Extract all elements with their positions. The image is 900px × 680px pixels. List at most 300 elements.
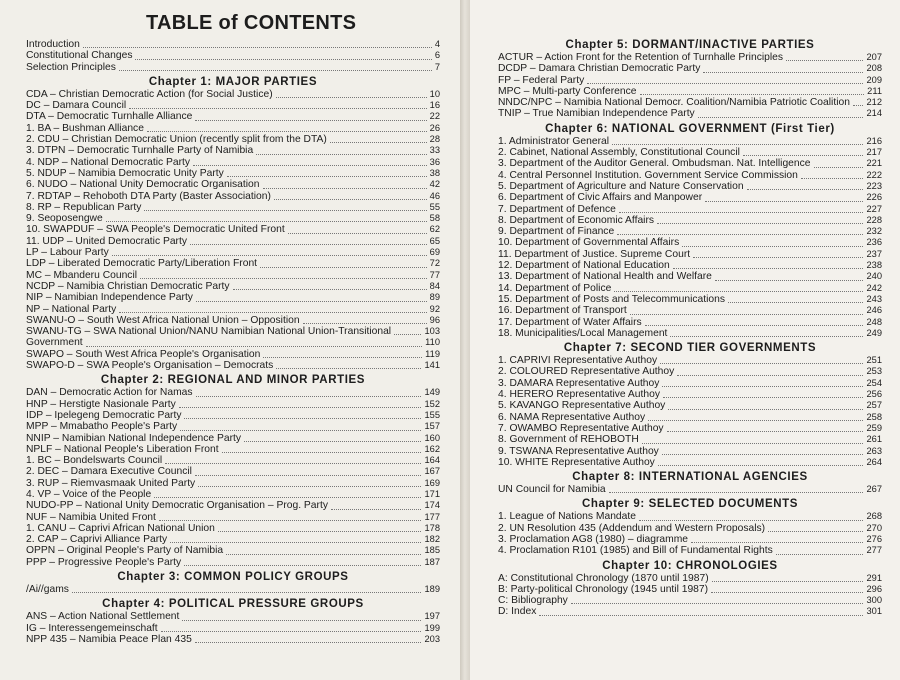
dot-leader — [227, 176, 427, 177]
toc-entry — [26, 545, 440, 556]
toc-entry-label: 2. CAP – Caprivi Alliance Party — [26, 534, 168, 546]
toc-entry — [498, 573, 882, 584]
toc-entry-page: 199 — [424, 622, 440, 633]
toc-entry-label: CDA – Christian Democratic Action (for Social Justice) — [26, 88, 273, 100]
toc-entry-page: 237 — [866, 248, 882, 259]
toc-entry — [498, 366, 882, 377]
toc-entry — [498, 170, 882, 181]
toc-entry-page: 171 — [424, 488, 440, 499]
chapter3-entries — [26, 584, 440, 595]
toc-entry-label: 4. NDP – National Democratic Party — [26, 156, 191, 168]
toc-entry-page: 72 — [429, 258, 440, 269]
dot-leader — [179, 407, 422, 408]
toc-entry-label: DC – Damara Council — [26, 100, 127, 112]
toc-entry-page: 4 — [434, 39, 440, 49]
dot-leader — [630, 314, 864, 315]
toc-entry-label: 7. Department of Defence — [498, 203, 616, 215]
toc-entry-label: 8. Government of REHOBOTH — [498, 434, 639, 446]
toc-entry-label: LP – Labour Party — [26, 247, 109, 259]
toc-entry-page: 58 — [429, 213, 440, 224]
toc-entry-page: 268 — [866, 511, 882, 522]
toc-entry-page: 217 — [866, 147, 882, 158]
toc-entry-label: 9. TSWANA Representative Authoy — [498, 445, 659, 457]
toc-entry — [498, 484, 882, 495]
dot-leader — [617, 234, 863, 235]
toc-entry-label: 4. Proclamation R101 (1985) and Bill of Fundamental Rights — [498, 545, 773, 557]
toc-entry-label: 10. WHITE Representative Authoy — [498, 456, 655, 468]
toc-entry-page: 222 — [866, 169, 882, 180]
toc-entry — [498, 204, 882, 215]
toc-entry — [26, 145, 440, 156]
toc-entry — [498, 305, 882, 316]
dot-leader — [112, 255, 427, 256]
toc-entry — [26, 421, 440, 432]
toc-entry-label: 5. KAVANGO Representative Authoy — [498, 400, 666, 412]
dot-leader — [657, 223, 863, 224]
toc-entry — [26, 100, 440, 111]
toc-entry — [26, 433, 440, 444]
toc-entry-label: 7. OWAMBO Representative Authoy — [498, 422, 664, 434]
toc-entry-label: 1. CANU – Caprivi African National Union — [26, 522, 215, 534]
dot-leader — [193, 165, 427, 166]
toc-entry — [26, 399, 440, 410]
chapter2-heading: Chapter 2: REGIONAL AND MINOR PARTIES — [100, 374, 366, 387]
toc-entry-label: 11. Department of Justice. Supreme Court — [498, 248, 691, 260]
dot-leader — [184, 565, 421, 566]
chapter7-heading: Chapter 7: SECOND TIER GOVERNMENTS — [563, 342, 817, 355]
toc-entry — [498, 595, 882, 606]
dot-leader — [83, 47, 432, 48]
toc-entry-label: NNIP – Namibian National Independence Party — [26, 432, 242, 444]
dot-leader — [691, 542, 863, 543]
dot-leader — [218, 531, 422, 532]
dot-leader — [135, 59, 431, 60]
chapter5-entries — [498, 52, 882, 120]
toc-entry-page: 263 — [866, 445, 882, 456]
toc-entry-label: NP – National Party — [26, 303, 117, 315]
toc-entry-page: 216 — [866, 135, 882, 146]
toc-entry-page: 258 — [866, 411, 882, 422]
dot-leader — [703, 72, 863, 73]
dot-leader — [303, 323, 427, 324]
toc-entry-page: 36 — [429, 156, 440, 167]
toc-entry-page: 232 — [866, 226, 882, 237]
toc-entry — [26, 111, 440, 122]
toc-entry — [26, 191, 440, 202]
toc-entry-label: IDP – Ipelegeng Democratic Party — [26, 409, 182, 421]
toc-entry-label: 8. RP – Republican Party — [26, 201, 142, 213]
toc-entry-label: 10. SWAPDUF – SWA People's Democratic United Front — [26, 224, 285, 236]
toc-entry — [26, 337, 440, 348]
toc-entry-label: OPPN – Original People's Party of Namibia — [26, 545, 224, 557]
toc-entry — [26, 50, 440, 61]
dot-leader — [658, 465, 864, 466]
toc-entry — [26, 444, 440, 455]
toc-entry — [26, 557, 440, 568]
toc-entry-page: 259 — [866, 422, 882, 433]
toc-entry-label: NCDP – Namibia Christian Democratic Party — [26, 280, 230, 292]
chapter7-entries — [498, 355, 882, 468]
toc-entry — [498, 457, 882, 468]
dot-leader — [119, 312, 426, 313]
dot-leader — [660, 363, 863, 364]
toc-entry-page: 264 — [866, 456, 882, 467]
toc-entry-page: 174 — [424, 500, 440, 511]
toc-entry — [498, 63, 882, 74]
dot-leader — [712, 581, 864, 582]
dot-leader — [288, 233, 427, 234]
toc-entry — [498, 249, 882, 260]
dot-leader — [72, 592, 422, 593]
toc-entry-page: 169 — [424, 477, 440, 488]
toc-entry-page: 26 — [429, 122, 440, 133]
toc-entry-page: 242 — [866, 282, 882, 293]
toc-entry-label: ANS – Action National Settlement — [26, 611, 180, 623]
dot-leader — [195, 120, 426, 121]
toc-entry — [498, 412, 882, 423]
toc-entry-page: 291 — [866, 572, 882, 583]
toc-entry — [498, 423, 882, 434]
toc-entry-page: 257 — [866, 400, 882, 411]
toc-entry-page: 251 — [866, 355, 882, 366]
toc-entry — [498, 158, 882, 169]
dot-leader — [698, 117, 864, 118]
toc-entry — [26, 236, 440, 247]
toc-entry-page: 10 — [429, 88, 440, 99]
dot-leader — [256, 154, 426, 155]
toc-entry-page: 197 — [424, 611, 440, 622]
dot-leader — [119, 70, 432, 71]
toc-entry-page: 152 — [424, 398, 440, 409]
toc-entry-page: 203 — [424, 633, 440, 644]
toc-entry-label: 1. Administrator General — [498, 135, 610, 147]
toc-entry-page: 249 — [866, 327, 882, 338]
dot-leader — [276, 368, 421, 369]
toc-entry-page: 155 — [424, 409, 440, 420]
right-page-content — [498, 36, 882, 618]
toc-entry-page: 149 — [424, 387, 440, 398]
toc-entry-page: 96 — [429, 314, 440, 325]
toc-entry-page: 236 — [866, 237, 882, 248]
toc-entry-page: 42 — [429, 179, 440, 190]
chapter9-entries — [498, 511, 882, 556]
toc-entry — [26, 634, 440, 645]
toc-entry-label: Selection Principles — [26, 61, 116, 73]
toc-entry-page: 261 — [866, 434, 882, 445]
toc-entry — [26, 123, 440, 134]
toc-entry — [26, 466, 440, 477]
toc-entry — [498, 75, 882, 86]
toc-entry — [26, 387, 440, 398]
toc-entry — [498, 52, 882, 63]
toc-entry — [26, 360, 440, 371]
dot-leader — [639, 520, 864, 521]
toc-entry-page: 141 — [424, 360, 440, 371]
chapter4-entries — [26, 611, 440, 645]
toc-entry-label: SWANU-TG – SWA National Union/NANU Namibian National Union-Transitional — [26, 326, 392, 338]
dot-leader — [662, 386, 863, 387]
toc-entry-label: 2. DEC – Damara Executive Council — [26, 466, 192, 478]
toc-entry — [498, 108, 882, 119]
toc-entry — [26, 39, 440, 50]
toc-entry-label: 14. Department of Police — [498, 282, 612, 294]
dot-leader — [587, 83, 863, 84]
toc-entry-page: 46 — [429, 190, 440, 201]
toc-entry-label: MPC – Multi-party Conference — [498, 85, 637, 97]
toc-entry-label: 16. Department of Transport — [498, 305, 627, 317]
toc-entry-label: 7. RDTAP – Rehoboth DTA Party (Baster Association) — [26, 190, 271, 202]
toc-entry-page: 227 — [866, 203, 882, 214]
toc-entry-page: 253 — [866, 366, 882, 377]
toc-entry-label: UN Council for Namibia — [498, 484, 606, 496]
dot-leader — [161, 631, 422, 632]
toc-entry-label: NNDC/NPC – Namibia National Democr. Coalition/Namibia Patriotic Coalition — [498, 97, 850, 109]
toc-entry — [26, 247, 440, 258]
toc-entry — [498, 294, 882, 305]
dot-leader — [614, 291, 863, 292]
toc-entry — [498, 545, 882, 556]
toc-entry-label: Government — [26, 337, 83, 349]
dot-leader — [106, 221, 427, 222]
toc-entry — [498, 534, 882, 545]
toc-entry-label: 4. VP – Voice of the People — [26, 488, 152, 500]
toc-entry — [26, 62, 440, 73]
toc-entry-label: 15. Department of Posts and Telecommunications — [498, 293, 726, 305]
dot-leader — [673, 268, 864, 269]
toc-entry — [498, 181, 882, 192]
dot-leader — [233, 289, 427, 290]
toc-title: TABLE of CONTENTS — [146, 12, 357, 34]
dot-leader — [743, 155, 864, 156]
dot-leader — [394, 334, 421, 335]
toc-entry-page: 189 — [424, 584, 440, 595]
toc-entry — [26, 489, 440, 500]
toc-entry-page: 214 — [866, 108, 882, 119]
toc-entry — [26, 292, 440, 303]
toc-entry-label: /Ai//gams — [26, 584, 69, 596]
toc-entry-page: 167 — [424, 466, 440, 477]
dot-leader — [670, 336, 863, 337]
toc-entry-page: 270 — [866, 522, 882, 533]
chapter8-entries — [498, 484, 882, 495]
toc-entry — [26, 258, 440, 269]
toc-entry-page: 221 — [866, 158, 882, 169]
chapter1-heading: Chapter 1: MAJOR PARTIES — [148, 75, 318, 88]
toc-entry — [498, 523, 882, 534]
toc-entry — [26, 157, 440, 168]
toc-entry — [26, 304, 440, 315]
toc-entry — [498, 237, 882, 248]
dot-leader — [129, 108, 427, 109]
toc-entry-page: 6 — [434, 50, 440, 61]
toc-entry-label: 13. Department of National Health and Welfare — [498, 271, 712, 283]
dot-leader — [86, 346, 423, 347]
toc-entry — [26, 270, 440, 281]
toc-entry-label: C: Bibliography — [498, 595, 568, 607]
toc-entry-label: 4. HERERO Representative Authoy — [498, 389, 660, 401]
dot-leader — [642, 443, 864, 444]
toc-entry — [498, 260, 882, 271]
toc-entry-label: NUDO-PP – National Unity Democratic Organisation – Prog. Party — [26, 500, 328, 512]
toc-entry-label: 1. CAPRIVI Representative Authoy — [498, 355, 658, 367]
toc-entry — [26, 410, 440, 421]
toc-entry-label: HNP – Herstigte Nasionale Party — [26, 398, 176, 410]
toc-entry — [498, 511, 882, 522]
toc-entry-label: DTA – Democratic Turnhalle Alliance — [26, 111, 193, 123]
dot-leader — [853, 105, 864, 106]
toc-entry-label: Introduction — [26, 39, 80, 50]
toc-entry — [498, 378, 882, 389]
toc-entry — [498, 446, 882, 457]
chapter3-heading: Chapter 3: COMMON POLICY GROUPS — [117, 571, 349, 584]
dot-leader — [571, 603, 864, 604]
toc-entry — [26, 455, 440, 466]
toc-entry — [26, 202, 440, 213]
toc-entry-page: 226 — [866, 192, 882, 203]
dot-leader — [662, 454, 864, 455]
toc-entry-label: 12. Department of National Education — [498, 260, 670, 272]
toc-entry-label: A: Constitutional Chronology (1870 until 1987) — [498, 572, 709, 584]
toc-entry — [26, 500, 440, 511]
toc-entry-label: MPP – Mmabatho People's Party — [26, 421, 178, 433]
toc-entry-label: 3. Department of the Auditor General. Ombudsman. Nat. Intelligence — [498, 158, 811, 170]
dot-leader — [682, 246, 863, 247]
toc-entry-page: 110 — [425, 337, 440, 348]
toc-entry-label: 1. BA – Bushman Alliance — [26, 122, 144, 134]
dot-leader — [677, 375, 863, 376]
toc-entry-page: 157 — [424, 421, 440, 432]
toc-entry-label: 3. DAMARA Representative Authoy — [498, 377, 660, 389]
toc-entry — [498, 355, 882, 366]
toc-entry-page: 178 — [424, 522, 440, 533]
toc-entry-page: 187 — [424, 556, 440, 567]
dot-leader — [170, 542, 421, 543]
dot-leader — [184, 418, 421, 419]
toc-entry — [26, 523, 440, 534]
toc-entry-label: 18. Municipalities/Local Management — [498, 327, 668, 339]
dot-leader — [195, 475, 422, 476]
dot-leader — [648, 420, 863, 421]
toc-entry-label: 17. Department of Water Affairs — [498, 316, 642, 328]
toc-entry-label: 6. Department of Civic Affairs and Manpower — [498, 192, 703, 204]
toc-entry-page: 92 — [429, 303, 440, 314]
toc-entry — [26, 281, 440, 292]
toc-entry-label: 3. DTPN – Democratic Turnhalle Party of Namibia — [26, 145, 254, 157]
toc-entry — [498, 328, 882, 339]
dot-leader — [663, 397, 864, 398]
dot-leader — [330, 142, 427, 143]
dot-leader — [222, 452, 422, 453]
chapter1-entries — [26, 89, 440, 371]
toc-entry — [26, 168, 440, 179]
toc-entry-label: B: Party-political Chronology (1945 until 1987) — [498, 583, 709, 595]
dot-leader — [196, 396, 422, 397]
dot-leader — [154, 497, 421, 498]
toc-entry-label: DAN – Democratic Action for Namas — [26, 387, 193, 399]
toc-entry — [498, 226, 882, 237]
dot-leader — [182, 620, 421, 621]
dot-leader — [274, 199, 427, 200]
toc-entry-page: 211 — [867, 85, 882, 96]
toc-entry-page: 277 — [866, 545, 882, 556]
toc-entry-label: 9. Seoposengwe — [26, 213, 103, 225]
dot-leader — [195, 642, 422, 643]
toc-entry-page: 223 — [866, 180, 882, 191]
toc-entry-label: FP – Federal Party — [498, 74, 585, 86]
left-page-content — [26, 8, 440, 645]
toc-entry-label: D: Index — [498, 606, 537, 618]
toc-entry-label: 2. Cabinet, National Assembly, Constitutional Council — [498, 147, 740, 159]
dot-leader — [263, 188, 427, 189]
toc-entry-label: SWAPO-D – SWA People's Organisation – Democrats — [26, 360, 274, 372]
dot-leader — [747, 189, 864, 190]
toc-entry — [498, 192, 882, 203]
dot-leader — [619, 212, 864, 213]
toc-entry-page: 160 — [424, 432, 440, 443]
toc-entry — [498, 400, 882, 411]
toc-entry — [26, 534, 440, 545]
toc-entry — [26, 478, 440, 489]
toc-entry-page: 240 — [866, 271, 882, 282]
dot-leader — [768, 531, 863, 532]
toc-entry-label: IG – Interessengemeinschaft — [26, 622, 158, 634]
toc-entry-page: 243 — [866, 293, 882, 304]
dot-leader — [244, 441, 421, 442]
toc-entry-label: PPP – Progressive People's Party — [26, 556, 182, 568]
chapter6-heading: Chapter 6: NATIONAL GOVERNMENT (First Tier) — [545, 122, 835, 135]
chapter10-entries — [498, 573, 882, 618]
dot-leader — [263, 357, 422, 358]
toc-entry-label: 5. Department of Agriculture and Nature Conservation — [498, 180, 744, 192]
dot-leader — [609, 492, 864, 493]
dot-leader — [539, 615, 863, 616]
toc-entry-label: NPP 435 – Namibia Peace Plan 435 — [26, 633, 192, 645]
dot-leader — [786, 60, 863, 61]
dot-leader — [705, 201, 863, 202]
toc-entry — [498, 215, 882, 226]
toc-entry — [26, 326, 440, 337]
toc-entry-label: DCDP – Damara Christian Democratic Party — [498, 63, 701, 75]
toc-entry-label: NIP – Namibian Independence Party — [26, 292, 193, 304]
dot-leader — [814, 167, 864, 168]
toc-entry-page: 65 — [429, 235, 440, 246]
toc-entry-label: SWANU-O – South West Africa National Union – Opposition — [26, 314, 300, 326]
toc-entry-page: 55 — [429, 201, 440, 212]
toc-entry — [26, 349, 440, 360]
toc-entry-page: 301 — [866, 606, 882, 617]
toc-entry-page: 246 — [866, 305, 882, 316]
dot-leader — [715, 280, 864, 281]
toc-entry-page: 300 — [866, 595, 882, 606]
toc-entry-page: 69 — [429, 247, 440, 258]
toc-entry-label: 8. Department of Economic Affairs — [498, 214, 655, 226]
toc-entry-label: 6. NAMA Representative Authoy — [498, 411, 646, 423]
toc-entry-label: NPLF – National People's Liberation Front — [26, 443, 219, 455]
toc-entry — [26, 315, 440, 326]
toc-entry-page: 162 — [424, 443, 440, 454]
dot-leader — [331, 509, 422, 510]
dot-leader — [180, 430, 421, 431]
toc-entry-page: 77 — [429, 269, 440, 280]
toc-entry-label: 10. Department of Governmental Affairs — [498, 237, 680, 249]
toc-entry-page: 256 — [866, 389, 882, 400]
toc-entry-page: 16 — [429, 100, 440, 111]
dot-leader — [728, 302, 863, 303]
dot-leader — [159, 520, 422, 521]
toc-entry — [26, 512, 440, 523]
dot-leader — [645, 325, 864, 326]
dot-leader — [165, 463, 421, 464]
